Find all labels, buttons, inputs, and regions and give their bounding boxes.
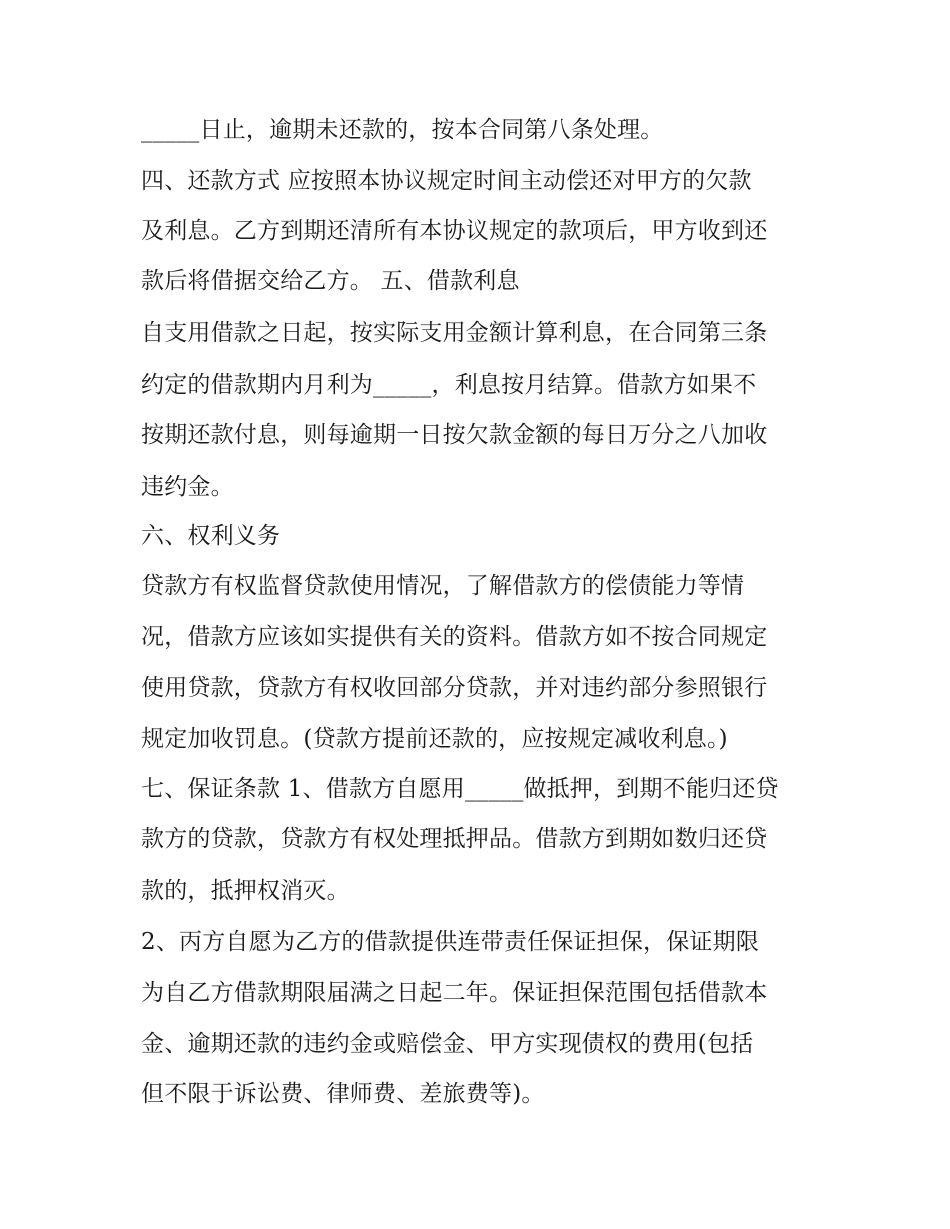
text-line: 约定的借款期内月利为_____，利息按月结算。借款方如果不 bbox=[141, 372, 757, 398]
text-line: 违约金。 bbox=[141, 474, 234, 500]
text-line: _____日止，逾期未还款的，按本合同第八条处理。 bbox=[141, 117, 664, 143]
text-line: 按期还款付息，则每逾期一日按欠款金额的每日万分之八加收 bbox=[141, 422, 768, 448]
text-line: 规定加收罚息。(贷款方提前还款的，应按规定减收利息。) bbox=[141, 726, 728, 752]
text-line: 为自乙方借款期限届满之日起二年。保证担保范围包括借款本 bbox=[141, 980, 768, 1006]
text-line: 七、保证条款 1、借款方自愿用_____做抵押，到期不能归还贷 bbox=[141, 776, 779, 802]
text-line: 四、还款方式 应按照本协议规定时间主动偿还对甲方的欠款 bbox=[141, 168, 752, 194]
text-line: 自支用借款之日起，按实际支用金额计算利息，在合同第三条 bbox=[141, 320, 768, 346]
text-line: 款后将借据交给乙方。 五、借款利息 bbox=[141, 268, 520, 294]
text-line: 但不限于诉讼费、律师费、差旅费等)。 bbox=[141, 1081, 545, 1107]
text-line: 款的，抵押权消灭。 bbox=[141, 878, 350, 904]
text-line: 及利息。乙方到期还清所有本协议规定的款项后，甲方收到还 bbox=[141, 218, 768, 244]
text-line: 六、权利义务 bbox=[141, 523, 281, 549]
text-line: 金、逾期还款的违约金或赔偿金、甲方实现债权的费用(包括 bbox=[141, 1031, 754, 1057]
text-line: 2、丙方自愿为乙方的借款提供连带责任保证担保，保证期限 bbox=[141, 929, 760, 955]
text-line: 使用贷款，贷款方有权收回部分贷款，并对违约部分参照银行 bbox=[141, 675, 768, 701]
text-line: 况，借款方应该如实提供有关的资料。借款方如不按合同规定 bbox=[141, 624, 768, 650]
text-line: 贷款方有权监督贷款使用情况，了解借款方的偿债能力等情 bbox=[141, 573, 745, 599]
text-line: 款方的贷款，贷款方有权处理抵押品。借款方到期如数归还贷 bbox=[141, 826, 768, 852]
